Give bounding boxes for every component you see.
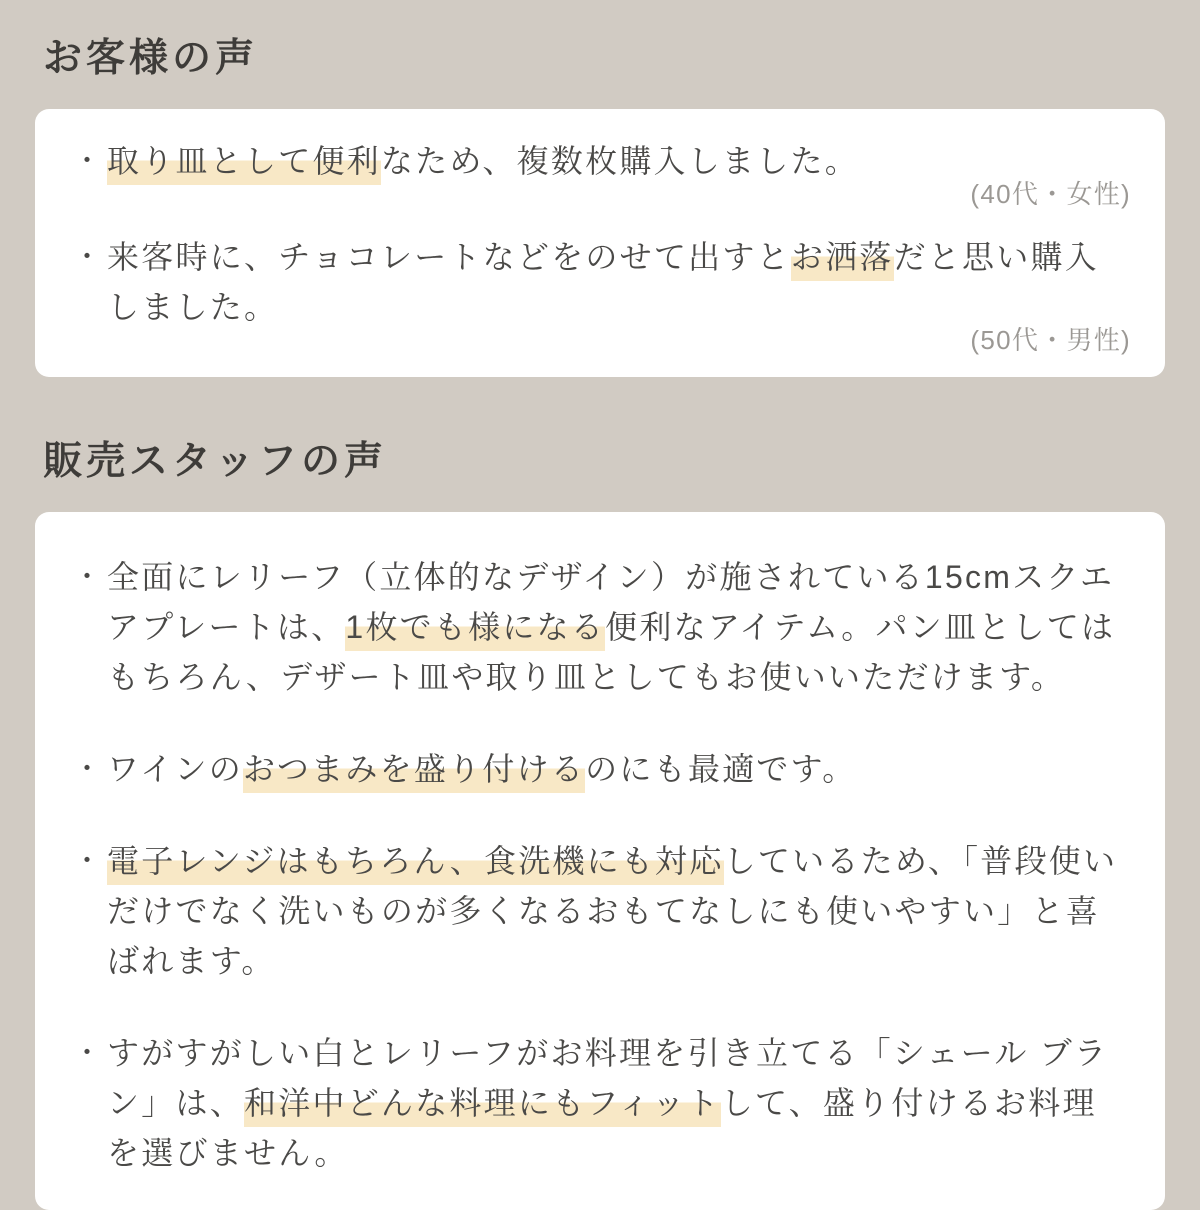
plain-text: しているため、「普段使いだけでなく洗いものが多くなるおもてなしにも使いやすい」と喜ばれます。	[107, 842, 1118, 979]
highlighted-text: おつまみを盛り付ける	[243, 751, 585, 793]
plain-text: だと思い購入しました。	[107, 239, 1100, 326]
voice-item	[73, 552, 1131, 702]
highlighted-text: 取り皿として便利	[107, 143, 381, 185]
voice-item-body	[107, 836, 1131, 986]
voice-item	[73, 136, 1131, 211]
reviewer-attribution: (40代・女性)	[970, 178, 1131, 209]
section-title: 販売スタッフの声	[43, 439, 388, 483]
voice-item-body	[107, 744, 1131, 794]
bullet-icon: ・	[73, 560, 102, 592]
plain-text: して、盛り付けるお料理を選びません。	[107, 1084, 1097, 1171]
section-title: お客様の声	[43, 37, 259, 80]
voice-item	[73, 1028, 1131, 1178]
voice-item-body	[107, 1028, 1131, 1178]
plain-text: のにも最適です。	[585, 750, 857, 787]
highlighted-text: 電子レンジはもちろん、食洗機にも対応	[107, 843, 724, 885]
highlighted-text: お洒落	[791, 239, 894, 281]
voice-list	[73, 552, 1131, 1178]
bullet-icon: ・	[73, 241, 102, 273]
voice-text	[107, 232, 1131, 332]
voice-item	[73, 744, 1131, 794]
voice-list	[73, 136, 1131, 357]
plain-text: 来客時に、チョコレートなどをのせて出すと	[107, 239, 791, 276]
voice-card	[35, 109, 1165, 377]
voice-item-body	[107, 552, 1131, 702]
highlighted-text: 1枚でも様になる	[345, 609, 605, 651]
voice-section	[35, 439, 1165, 1210]
voice-item-body	[107, 136, 1131, 211]
bullet-icon: ・	[73, 844, 102, 876]
voice-text	[107, 744, 1131, 794]
bullet-icon: ・	[73, 1036, 102, 1068]
voice-text	[107, 836, 1131, 986]
plain-text: すがすがしい白とレリーフがお料理を引き立てる「シェール ブラン」は、	[107, 1034, 1109, 1121]
plain-text: 全面にレリーフ（立体的なデザイン）が施されている15cmスクエアプレートは、	[107, 558, 1115, 645]
voice-text	[107, 1028, 1131, 1178]
bullet-icon: ・	[73, 752, 102, 784]
voice-section	[35, 36, 1165, 377]
plain-text: 便利なアイテム。パン皿としてはもちろん、デザート皿や取り皿としてもお使いいただけます。	[107, 608, 1116, 695]
voice-item	[73, 836, 1131, 986]
highlighted-text: 和洋中どんな料理にもフィット	[244, 1085, 721, 1127]
voice-item	[73, 232, 1131, 357]
plain-text: ワインの	[107, 750, 244, 787]
voice-item-body	[107, 232, 1131, 357]
reviewer-attribution: (50代・男性)	[970, 325, 1131, 356]
voice-text	[107, 552, 1131, 702]
voice-card	[35, 512, 1165, 1210]
bullet-icon: ・	[73, 144, 102, 176]
plain-text: なため、複数枚購入しました。	[380, 142, 860, 179]
